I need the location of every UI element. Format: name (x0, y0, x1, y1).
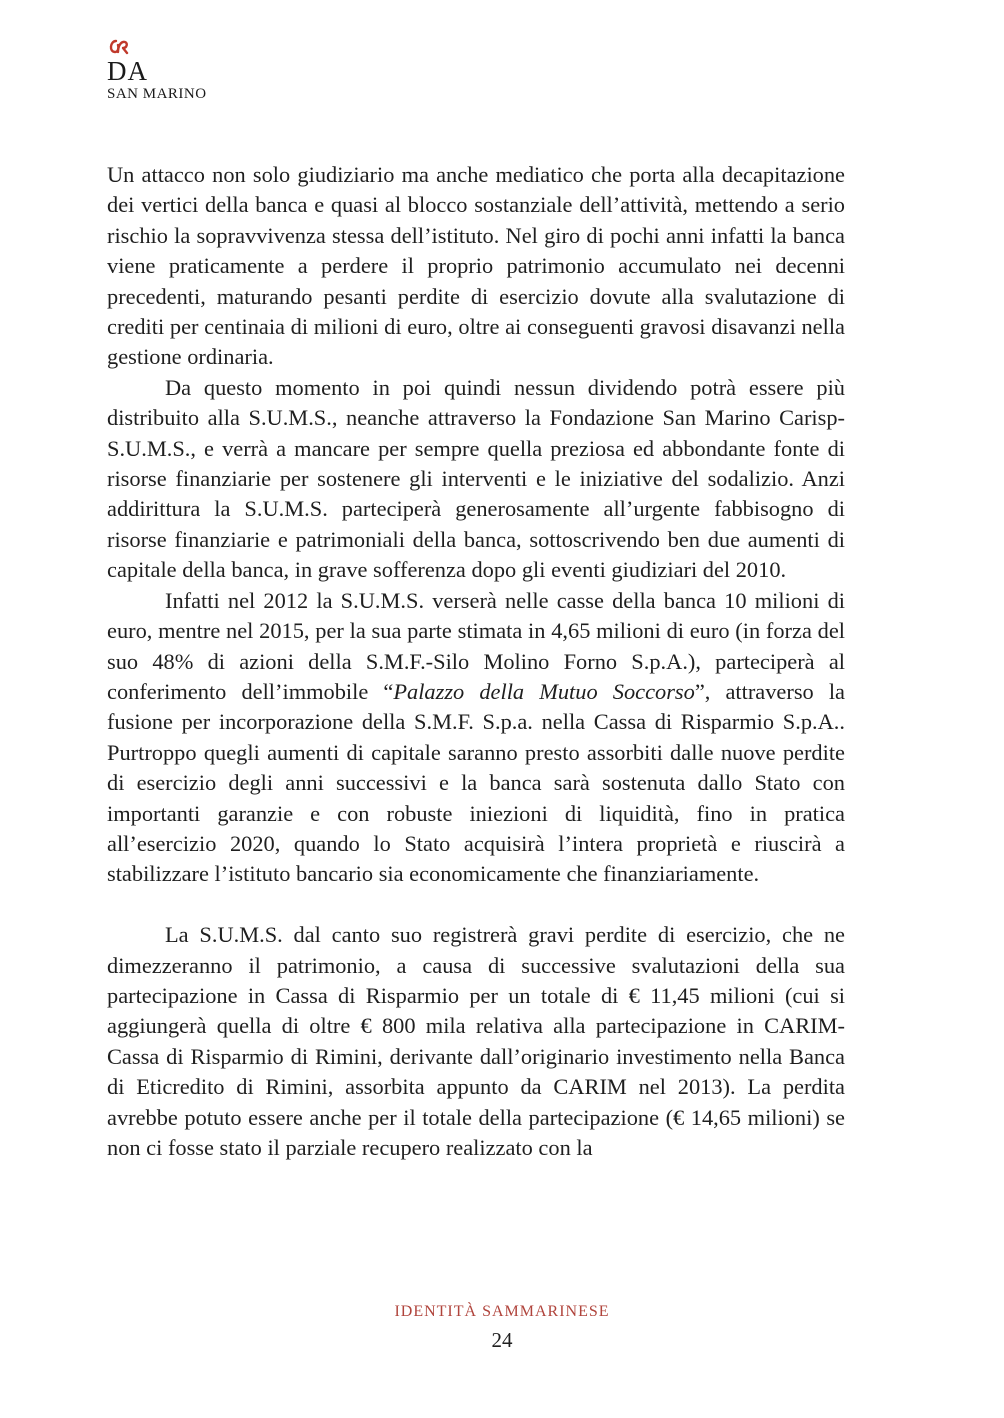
paragraph-1: Un attacco non solo giudiziario ma anche mediatico che porta alla decapitazione dei vertici della banca e quasi al blocco sostanziale dell’attività, mettendo a serio rischio la sopravvivenza stessa dell’istituto. Nel giro di pochi anni infatti la banca viene praticamente a perdere il proprio patrimonio accumulato nei decenni precedenti, maturando pesanti perdite di esercizio dovute alla svalutazione di crediti per centinaia di milioni di euro, oltre ai conseguenti gravosi disavanzi nella gestione ordinaria. (107, 162, 845, 370)
logo-icon (107, 38, 129, 56)
paragraph-3-text-before: Infatti nel 2012 la S.U.M.S. verserà nelle casse della banca 10 milioni di euro, mentre nel 2015, per la sua parte stimata in 4,65 milioni di euro (in forza del suo 48% di azioni della S.M.F.-Silo Molino Forno S.p.A.), parteciperà al conferimento dell’immobile “ (107, 587, 845, 704)
body-text (107, 160, 845, 1163)
paragraph-3 (107, 586, 845, 890)
paragraph-2: Da questo momento in poi quindi nessun dividendo potrà essere più distribuito alla S.U.M.S., neanche attraverso la Fondazione San Marino Carisp-S.U.M.S., e verrà a mancare per sempre quella preziosa ed abbondante fonte di risorse finanziarie per sostenere gli interventi e le iniziative del sodalizio. Anzi addirittura la S.U.M.S. parteciperà generosamente all’urgente fabbisogno di risorse finanziarie e patrimoniali della banca, sottoscrivendo ben due aumenti di capitale della banca, in grave sofferenza dopo gli eventi giudiziari del 2010. (107, 374, 845, 583)
paragraph-3-text-after: ”, attraverso la fusione per incorporazione della S.M.F. S.p.a. nella Cassa di Risparmio S.p.A.. Purtroppo quegli aumenti di capitale saranno presto assorbiti dalle nuove perdite di esercizio degli anni successivi e la banca sarà sostenuta dallo Stato con importanti garanzie e con robuste iniezioni di liquidità, fino in pratica all’esercizio 2020, quando lo Stato acquisirà l’intera proprietà e riuscirà a stabilizzare l’istituto bancario sia economicamente che finanziariamente. (107, 678, 845, 887)
page-header (107, 38, 307, 103)
paragraph-4: La S.U.M.S. dal canto suo registrerà gravi perdite di esercizio, che ne dimezzeranno il patrimonio, a causa di successive svalutazioni della sua partecipazione in Cassa di Risparmio per un totale di € 11,45 milioni (cui si aggiungerà quella di oltre € 800 mila relativa alla partecipazione in CARIM-Cassa di Risparmio di Rimini, derivante dall’originario investimento nella Banca di Eticredito di Rimini, assorbita appunto da CARIM nel 2013). La perdita avrebbe potuto essere anche per il totale della partecipazione (€ 14,65 milioni) se non ci fosse stato il parziale recupero realizzato con la (107, 922, 845, 1160)
page-number: 24 (491, 1328, 513, 1352)
building-name: Palazzo della Mutuo Soccorso (393, 678, 695, 704)
footer-title: IDENTITÀ SAMMARINESE (394, 1303, 610, 1320)
header-subtitle: SAN MARINO (107, 86, 207, 102)
header-title: DA (107, 56, 148, 86)
